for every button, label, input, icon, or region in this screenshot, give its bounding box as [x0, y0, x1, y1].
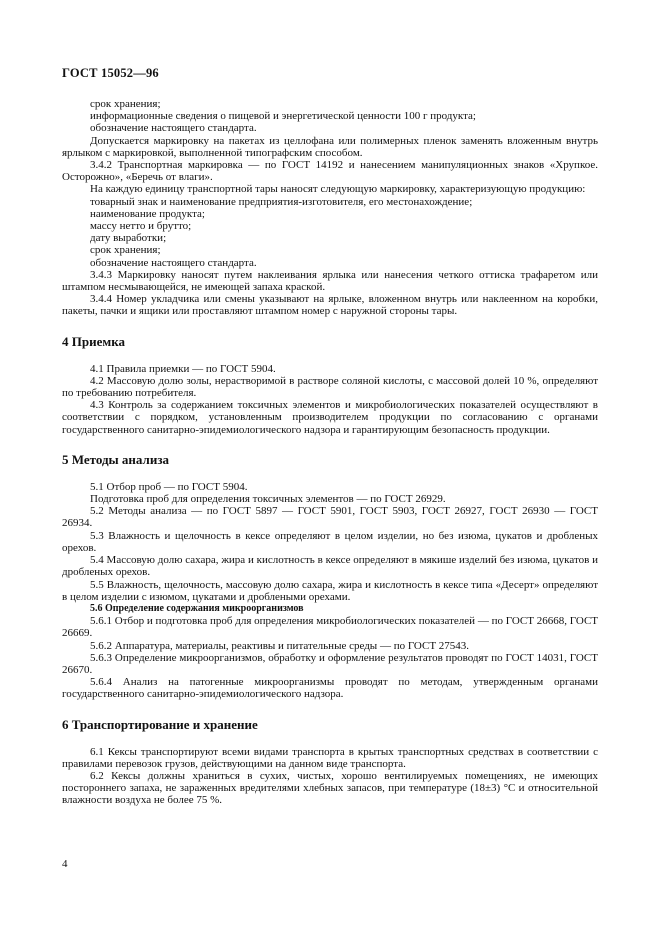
paragraph: наименование продукта;	[90, 207, 205, 220]
paragraph: 6.1 Кексы транспортируют всеми видами транспорта в крытых транспортных средствах в соответствии с правилами перевозок грузов, действующими на данном виде транспорта.	[62, 745, 598, 770]
paragraph: обозначение настоящего стандарта.	[90, 256, 257, 269]
paragraph: срок хранения;	[90, 98, 161, 110]
paragraph: 5.4 Массовую долю сахара, жира и кислотность в кексе определяют в мякише изделий без изюма, цукатов и дробленых орехов.	[62, 554, 598, 579]
paragraph: Подготовка проб для определения токсичных элементов — по ГОСТ 26929.	[90, 493, 446, 506]
paragraph: 5.5 Влажность, щелочность, массовую долю сахара, жира и кислотность в кексе типа «Десерт» определяют в целом изделии с изюмом, цукатами и дроблеными орехами.	[62, 578, 598, 603]
paragraph: 5.6.2 Аппаратура, материалы, реактивы и питательные среды — по ГОСТ 27543.	[90, 639, 470, 652]
paragraph: срок хранения;	[90, 244, 161, 257]
paragraph: 5.2 Методы анализа — по ГОСТ 5897 — ГОСТ 5901, ГОСТ 5903, ГОСТ 26927, ГОСТ 26930 — ГОСТ 26934.	[62, 505, 598, 530]
paragraph: 6.2 Кексы должны храниться в сухих, чистых, хорошо вентилируемых помещениях, не имеющих постороннего запаха, не зараженных вредителями хлебных запасов, при температуре (18±3) °С и относительной влажности воздуха не более 75 %.	[62, 769, 598, 807]
paragraph: 3.4.3 Маркировку наносят путем наклеивания ярлыка или нанесения четкого оттиска трафаретом или штампом несмывающейся, не имеющей запаха краской.	[62, 268, 598, 294]
paragraph: Допускается маркировку на пакетах из целлофана или полимерных пленок заменять вложенным внутрь ярлыком с маркировкой, выполненной типографским способом.	[62, 134, 598, 159]
paragraph: На каждую единицу транспортной тары наносят следующую маркировку, характеризующую продукцию:	[90, 183, 586, 196]
paragraph: 5.6.1 Отбор и подготовка проб для определения микробиологических показателей — по ГОСТ 26668, ГОСТ 26669.	[62, 615, 598, 640]
paragraph: 5.1 Отбор проб — по ГОСТ 5904.	[90, 480, 248, 493]
paragraph: 4.3 Контроль за содержанием токсичных элементов и микробиологических показателей осуществляют в соответствии с порядком, установленным производителем продукции по согласованию с органами государственного санитарно-эпидемиологического надзора и гарантирующим безопасность продукции.	[62, 399, 598, 436]
section-heading-acceptance: 4 Приемка	[62, 333, 126, 349]
running-header: ГОСТ 15052—96	[62, 66, 159, 80]
paragraph: 3.4.2 Транспортная маркировка — по ГОСТ 14192 и нанесением манипуляционных знаков «Хрупкое. Осторожно», «Беречь от влаги».	[62, 159, 598, 184]
section-heading-transport-storage: 6 Транспортирование и хранение	[62, 716, 258, 732]
paragraph: обозначение настоящего стандарта.	[90, 122, 257, 135]
paragraph: 4.2 Массовую долю золы, нерастворимой в растворе соляной кислоты, с массовой долей 10 %, определяют по требованию потребителя.	[62, 374, 598, 400]
subsection-heading: 5.6 Определение содержания микроорганизмов	[90, 602, 304, 614]
paragraph: 5.6.3 Определение микроорганизмов, обработку и оформление результатов проводят по ГОСТ 14031, ГОСТ 26670.	[62, 651, 598, 676]
paragraph: информационные сведения о пищевой и энергетической ценности 100 г продукта;	[90, 110, 476, 123]
paragraph: массу нетто и брутто;	[90, 220, 192, 233]
paragraph: 4.1 Правила приемки — по ГОСТ 5904.	[90, 362, 276, 375]
section-heading-analysis-methods: 5 Методы анализа	[62, 451, 170, 467]
paragraph: 5.3 Влажность и щелочность в кексе определяют в целом изделии, но без изюма, цукатов и дробленых орехов.	[62, 529, 598, 554]
page-number: 4	[62, 858, 68, 870]
paragraph: 5.6.4 Анализ на патогенные микроорганизмы проводят по методам, утвержденным органами государственного санитарно-эпидемиологического надзора.	[62, 676, 598, 701]
document-body	[62, 98, 598, 807]
paragraph: дату выработки;	[90, 232, 167, 245]
paragraph: товарный знак и наименование предприятия-изготовителя, его местонахождение;	[90, 195, 473, 208]
paragraph: 3.4.4 Номер укладчика или смены указывают на ярлыке, вложенном внутрь или наклеенном на коробки, пакеты, пачки и ящики или проставляют штампом номер с наружной стороны тары.	[62, 293, 598, 318]
